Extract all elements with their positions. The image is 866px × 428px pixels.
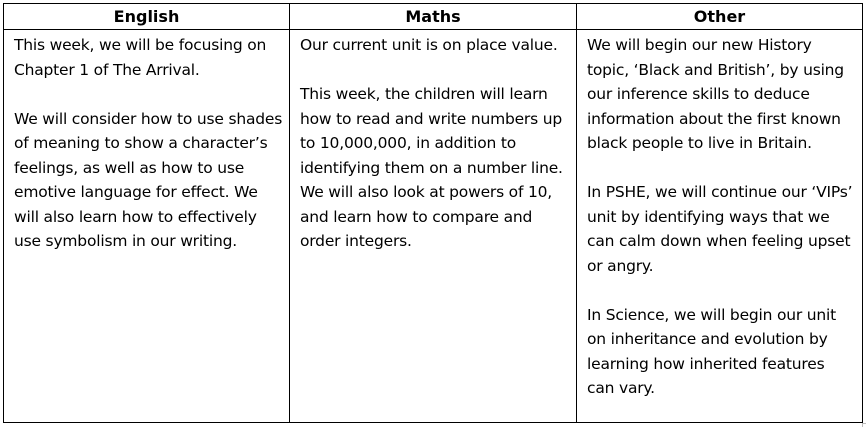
english-paragraph: This week, we will be focusing on Chapter 1 of The Arrival. (14, 36, 267, 79)
content-row (4, 30, 863, 423)
header-maths: Maths (290, 4, 577, 30)
science-paragraph: In Science, we will begin our unit on inheritance and evolution by learning how inherited features can vary. (587, 305, 837, 397)
header-english: English (4, 4, 290, 30)
table-resize-handle[interactable] (862, 423, 866, 427)
header-row (4, 4, 863, 30)
history-paragraph: We will begin our new History topic, ‘Black and British’, by using our inference skills to deduce information about the first known black people to live in Britain. (587, 36, 844, 152)
english-paragraph: We will consider how to use shades of meaning to show a character’s feelings, as well as how to use emotive language for effect. We will also learn how to effectively use symbolism in our writing. (14, 109, 283, 250)
english-cell (4, 30, 290, 423)
maths-cell (290, 30, 577, 423)
maths-paragraph: Our current unit is on place value. (300, 36, 558, 54)
header-other: Other (577, 4, 863, 30)
pshe-paragraph: In PSHE, we will continue our ‘VIPs’ unit by identifying ways that we can calm down when feeling upset or angry. (587, 183, 853, 275)
weekly-plan-table (3, 3, 863, 423)
other-cell (577, 30, 863, 423)
maths-paragraph: This week, the children will learn how to read and write numbers up to 10,000,000, in addition to identifying them on a number line. We will also look at powers of 10, and learn how to compare and order integers. (300, 85, 563, 250)
